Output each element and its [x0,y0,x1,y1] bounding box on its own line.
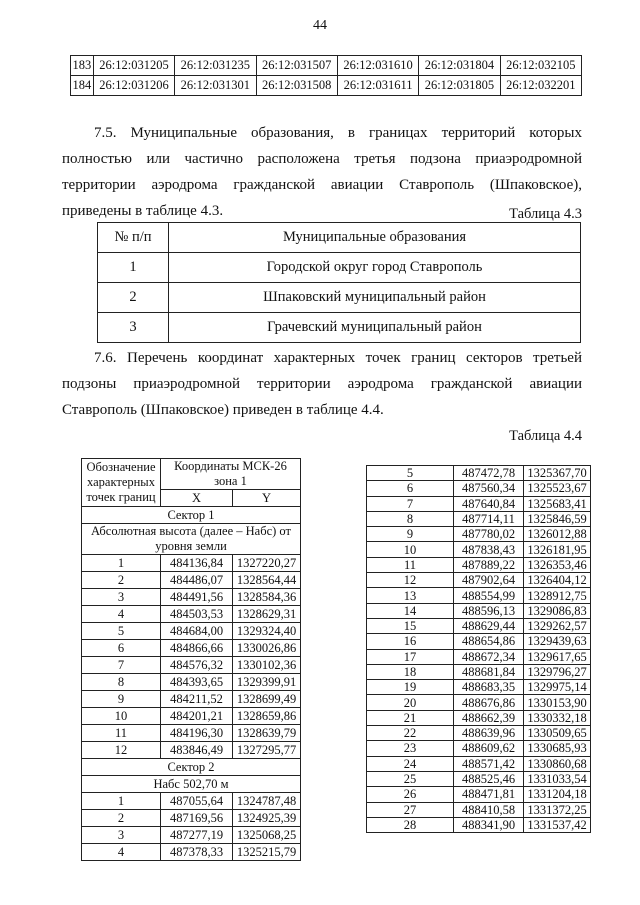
table-row [82,572,301,589]
point-id-cell: 3 [82,827,161,844]
y-coordinate-cell: 1328699,49 [233,691,301,708]
x-coordinate-cell: 488609,62 [454,741,524,756]
cadastral-number-cell: 26:12:031205 [93,56,174,76]
table-row [82,589,301,606]
point-id-cell: 10 [82,708,161,725]
table-row [367,542,591,557]
point-id-cell: 28 [367,817,454,832]
table-row [82,555,301,572]
point-id-cell: 13 [367,588,454,603]
y-coordinate-cell: 1330102,36 [233,657,301,674]
y-coordinate-cell: 1325367,70 [524,466,591,481]
table-row [367,557,591,572]
x-coordinate-cell: 488571,42 [454,756,524,771]
paragraph-7-5-text: 7.5. Муниципальные образования, в границах территорий которых полностью или частично расположена третья подзона приаэродромной территории аэродрома гражданской авиации Ставрополь (Шпаковское), приведены в таблице 4.3. [62,125,582,219]
point-id-cell: 4 [82,844,161,861]
y-coordinate-cell: 1325215,79 [233,844,301,861]
row-number-cell: 1 [98,253,169,283]
y-coordinate-cell: 1327220,27 [233,555,301,572]
y-coordinate-cell: 1324925,39 [233,810,301,827]
y-coordinate-cell: 1325068,25 [233,827,301,844]
row-number-cell: 2 [98,283,169,313]
header-municipalities: Муниципальные образования [169,223,581,253]
table-row [367,527,591,542]
cadastral-number-cell: 26:12:031610 [337,56,418,76]
paragraph-7-5 [62,120,582,224]
y-coordinate-cell: 1328584,36 [233,589,301,606]
y-coordinate-cell: 1329796,27 [524,664,591,679]
table-row [367,496,591,511]
point-id-cell: 15 [367,618,454,633]
point-id-cell: 26 [367,787,454,802]
x-coordinate-cell: 487472,78 [454,466,524,481]
x-coordinate-cell: 488639,96 [454,726,524,741]
point-id-cell: 22 [367,726,454,741]
y-coordinate-cell: 1330026,86 [233,640,301,657]
point-id-cell: 24 [367,756,454,771]
table-row [82,793,301,810]
y-coordinate-cell: 1328564,44 [233,572,301,589]
point-id-cell: 2 [82,572,161,589]
x-coordinate-cell: 487169,56 [161,810,233,827]
cadastral-number-cell: 26:12:031805 [419,76,500,96]
table-row [367,634,591,649]
point-id-cell: 12 [367,573,454,588]
header-x: X [161,490,233,507]
sector-2-height: Набс 502,70 м [82,776,301,793]
x-coordinate-cell: 484393,65 [161,674,233,691]
x-coordinate-cell: 484201,21 [161,708,233,725]
y-coordinate-cell: 1325846,59 [524,511,591,526]
row-number-cell: 183 [71,56,94,76]
y-coordinate-cell: 1328639,79 [233,725,301,742]
y-coordinate-cell: 1326353,46 [524,557,591,572]
point-id-cell: 20 [367,695,454,710]
cadastral-number-cell: 26:12:032201 [500,76,581,96]
point-id-cell: 25 [367,771,454,786]
x-coordinate-cell: 488471,81 [454,787,524,802]
cadastral-number-cell: 26:12:031508 [256,76,337,96]
x-coordinate-cell: 488341,90 [454,817,524,832]
table-row [367,787,591,802]
y-coordinate-cell: 1325683,41 [524,496,591,511]
cadastral-number-cell: 26:12:031507 [256,56,337,76]
table-row [82,606,301,623]
municipalities-table [97,222,581,343]
point-id-cell: 11 [82,725,161,742]
table-row [82,674,301,691]
sector-2-header [82,759,301,776]
municipality-name-cell: Грачевский муниципальный район [169,313,581,343]
y-coordinate-cell: 1326012,88 [524,527,591,542]
municipality-name-cell: Шпаковский муниципальный район [169,283,581,313]
point-id-cell: 17 [367,649,454,664]
table-4-4-caption: Таблица 4.4 [509,428,582,444]
table-row [367,466,591,481]
y-coordinate-cell: 1331033,54 [524,771,591,786]
row-number-cell: 3 [98,313,169,343]
x-coordinate-cell: 488683,35 [454,680,524,695]
point-id-cell: 23 [367,741,454,756]
table-header-row [98,223,581,253]
table-row [98,313,581,343]
x-coordinate-cell: 487378,33 [161,844,233,861]
table-row [367,680,591,695]
x-coordinate-cell: 488654,86 [454,634,524,649]
y-coordinate-cell: 1329975,14 [524,680,591,695]
table-row [82,708,301,725]
sector-2-title: Сектор 2 [82,759,301,776]
x-coordinate-cell: 487055,64 [161,793,233,810]
x-coordinate-cell: 483846,49 [161,742,233,759]
x-coordinate-cell: 488662,39 [454,710,524,725]
header-point-designation: Обозначение характерных точек границ [82,459,161,507]
table-row [367,603,591,618]
cadastral-quarters-table [70,55,582,96]
y-coordinate-cell: 1330860,68 [524,756,591,771]
point-id-cell: 12 [82,742,161,759]
x-coordinate-cell: 487838,43 [454,542,524,557]
x-coordinate-cell: 487889,22 [454,557,524,572]
y-coordinate-cell: 1331537,42 [524,817,591,832]
y-coordinate-cell: 1329262,57 [524,618,591,633]
coordinates-table-left [81,458,301,861]
y-coordinate-cell: 1330509,65 [524,726,591,741]
point-id-cell: 7 [82,657,161,674]
x-coordinate-cell: 488681,84 [454,664,524,679]
cadastral-number-cell: 26:12:031804 [419,56,500,76]
header-y: Y [233,490,301,507]
point-id-cell: 8 [367,511,454,526]
point-id-cell: 4 [82,606,161,623]
table-row [367,573,591,588]
x-coordinate-cell: 484136,84 [161,555,233,572]
table-row [367,726,591,741]
x-coordinate-cell: 484491,56 [161,589,233,606]
x-coordinate-cell: 488672,34 [454,649,524,664]
y-coordinate-cell: 1327295,77 [233,742,301,759]
point-id-cell: 1 [82,555,161,572]
paragraph-7-6 [62,345,582,423]
x-coordinate-cell: 487560,34 [454,481,524,496]
x-coordinate-cell: 488676,86 [454,695,524,710]
point-id-cell: 8 [82,674,161,691]
x-coordinate-cell: 488525,46 [454,771,524,786]
y-coordinate-cell: 1328659,86 [233,708,301,725]
y-coordinate-cell: 1325523,67 [524,481,591,496]
x-coordinate-cell: 487640,84 [454,496,524,511]
x-coordinate-cell: 484866,66 [161,640,233,657]
y-coordinate-cell: 1329399,91 [233,674,301,691]
table-row [82,623,301,640]
table-row [82,640,301,657]
point-id-cell: 21 [367,710,454,725]
table-row [98,253,581,283]
point-id-cell: 1 [82,793,161,810]
x-coordinate-cell: 488596,13 [454,603,524,618]
table-row [367,802,591,817]
point-id-cell: 9 [82,691,161,708]
x-coordinate-cell: 488629,44 [454,618,524,633]
cadastral-number-cell: 26:12:031206 [93,76,174,96]
table-row [82,691,301,708]
municipality-name-cell: Городской округ город Ставрополь [169,253,581,283]
y-coordinate-cell: 1324787,48 [233,793,301,810]
y-coordinate-cell: 1326404,12 [524,573,591,588]
x-coordinate-cell: 484196,30 [161,725,233,742]
table-row [71,76,582,96]
header-number: № п/п [98,223,169,253]
point-id-cell: 3 [82,589,161,606]
y-coordinate-cell: 1328629,31 [233,606,301,623]
sector-1-height-row [82,524,301,555]
y-coordinate-cell: 1331204,18 [524,787,591,802]
x-coordinate-cell: 488410,58 [454,802,524,817]
sector-2-height-row [82,776,301,793]
table-row [367,664,591,679]
table-row [367,771,591,786]
point-id-cell: 10 [367,542,454,557]
point-id-cell: 2 [82,810,161,827]
table-row [367,481,591,496]
cadastral-number-cell: 26:12:032105 [500,56,581,76]
point-id-cell: 6 [82,640,161,657]
x-coordinate-cell: 484576,32 [161,657,233,674]
x-coordinate-cell: 484503,53 [161,606,233,623]
table-row [367,649,591,664]
point-id-cell: 7 [367,496,454,511]
x-coordinate-cell: 484211,52 [161,691,233,708]
y-coordinate-cell: 1329086,83 [524,603,591,618]
x-coordinate-cell: 487780,02 [454,527,524,542]
coordinates-table-right [366,465,591,833]
y-coordinate-cell: 1330685,93 [524,741,591,756]
point-id-cell: 6 [367,481,454,496]
y-coordinate-cell: 1330153,90 [524,695,591,710]
x-coordinate-cell: 487714,11 [454,511,524,526]
table-row [82,657,301,674]
cadastral-number-cell: 26:12:031235 [175,56,256,76]
page-number: 44 [313,18,327,33]
sector-1-header [82,507,301,524]
table-row [71,56,582,76]
y-coordinate-cell: 1328912,75 [524,588,591,603]
table-row [367,511,591,526]
table-row [82,742,301,759]
point-id-cell: 5 [367,466,454,481]
point-id-cell: 9 [367,527,454,542]
table-row [98,283,581,313]
sector-1-height: Абсолютная высота (далее – Набс) от уровня земли [82,524,301,555]
table-row [82,725,301,742]
y-coordinate-cell: 1331372,25 [524,802,591,817]
point-id-cell: 5 [82,623,161,640]
sector-1-title: Сектор 1 [82,507,301,524]
point-id-cell: 14 [367,603,454,618]
y-coordinate-cell: 1330332,18 [524,710,591,725]
x-coordinate-cell: 487902,64 [454,573,524,588]
table-row [367,588,591,603]
y-coordinate-cell: 1329324,40 [233,623,301,640]
row-number-cell: 184 [71,76,94,96]
paragraph-7-6-text: 7.6. Перечень координат характерных точек границ секторов третьей подзоны приаэродромной территории аэродрома гражданской авиации Ставрополь (Шпаковское) приведен в таблице 4.4. [62,350,582,418]
point-id-cell: 11 [367,557,454,572]
point-id-cell: 27 [367,802,454,817]
cadastral-number-cell: 26:12:031301 [175,76,256,96]
table-row [367,618,591,633]
point-id-cell: 19 [367,680,454,695]
point-id-cell: 16 [367,634,454,649]
y-coordinate-cell: 1329439,63 [524,634,591,649]
y-coordinate-cell: 1329617,65 [524,649,591,664]
table-row [82,827,301,844]
table-row [367,695,591,710]
table-row [367,710,591,725]
x-coordinate-cell: 484486,07 [161,572,233,589]
y-coordinate-cell: 1326181,95 [524,542,591,557]
x-coordinate-cell: 488554,99 [454,588,524,603]
table-4-3-caption: Таблица 4.3 [509,206,582,222]
cadastral-number-cell: 26:12:031611 [337,76,418,96]
x-coordinate-cell: 487277,19 [161,827,233,844]
table-row [367,817,591,832]
table-row [367,756,591,771]
x-coordinate-cell: 484684,00 [161,623,233,640]
header-coordinates: Координаты МСК-26 зона 1 [161,459,301,490]
table-row [82,844,301,861]
table-row [82,810,301,827]
point-id-cell: 18 [367,664,454,679]
table-row [367,741,591,756]
